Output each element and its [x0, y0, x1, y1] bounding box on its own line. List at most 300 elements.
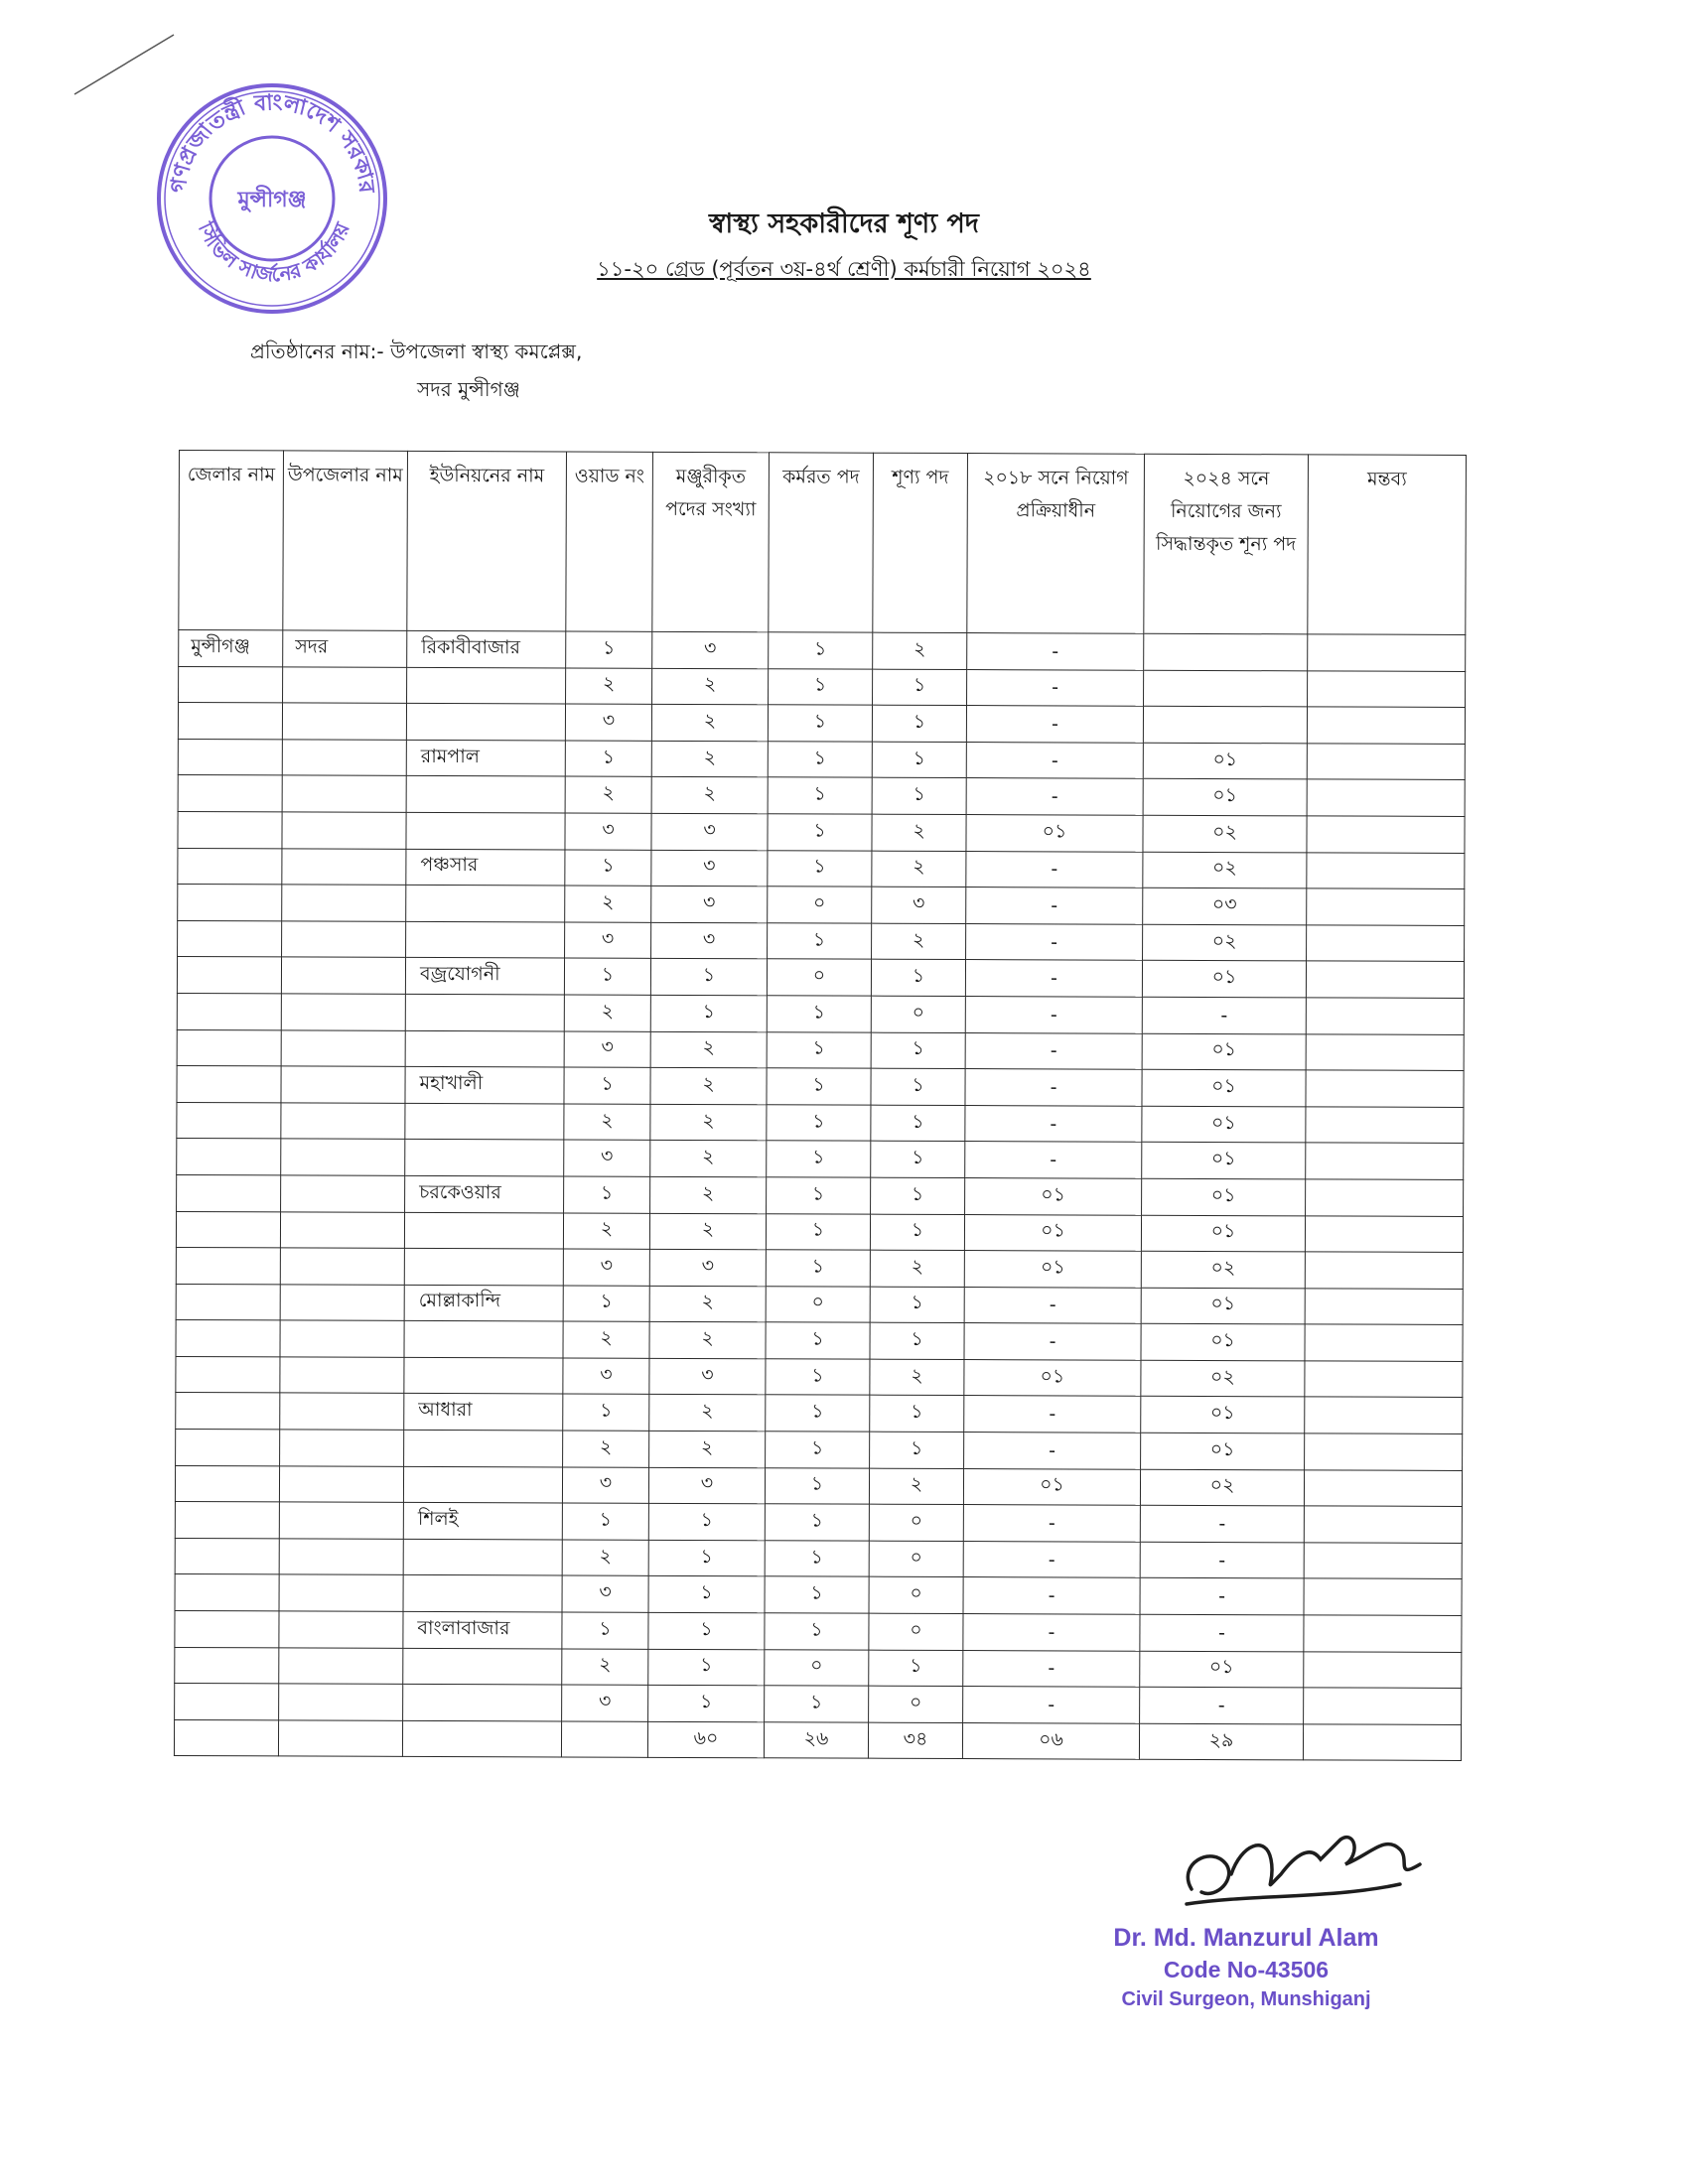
table-cell: [175, 1574, 279, 1611]
table-cell: [176, 1211, 280, 1248]
table-cell: [174, 1719, 278, 1756]
table-row: [177, 993, 1464, 1034]
table-cell: -: [963, 1577, 1140, 1614]
table-cell: ০১: [1143, 779, 1307, 816]
table-cell: ১: [765, 1576, 869, 1613]
table-cell: [1304, 1506, 1462, 1543]
table-cell: ০: [869, 1504, 963, 1541]
table-cell: ১: [871, 1141, 965, 1177]
table-cell: [1306, 1143, 1464, 1179]
table-cell: -: [964, 1396, 1141, 1433]
table-cell: ২: [566, 668, 652, 705]
table-cell: [176, 1430, 280, 1466]
table-cell: -: [964, 1287, 1141, 1323]
table-cell: ১: [871, 1068, 965, 1105]
table-cell: [1305, 1289, 1463, 1325]
column-header: জেলার নাম: [179, 451, 284, 630]
table-cell: ১: [870, 1396, 964, 1433]
table-cell: -: [1140, 1687, 1304, 1723]
table-cell: ৩: [649, 1249, 766, 1286]
table-cell: ১: [562, 1503, 648, 1540]
table-cell: ১: [765, 1613, 869, 1650]
table-cell: ১: [768, 705, 872, 742]
table-cell: ১: [563, 1286, 649, 1322]
table-cell: [406, 886, 565, 922]
table-cell: [1305, 1397, 1463, 1433]
table-row: [175, 1647, 1462, 1689]
table-cell: [281, 957, 405, 994]
table-cell: ৩: [565, 813, 651, 850]
table-cell: ২: [649, 1431, 766, 1467]
table-cell: ১: [648, 1649, 765, 1686]
table-cell: ১: [869, 1650, 963, 1687]
table-cell: ০১: [965, 1177, 1142, 1214]
table-cell: ৩: [564, 1140, 650, 1176]
table-cell: ২: [564, 995, 650, 1031]
table-cell: -: [963, 1541, 1140, 1577]
table-cell: মোল্লাকান্দি: [404, 1285, 563, 1321]
table-cell: [406, 812, 565, 849]
table-cell: [175, 1465, 279, 1502]
table-cell: ১: [768, 814, 872, 851]
table-cell: ২: [563, 1431, 649, 1467]
table-cell: আধারা: [404, 1394, 563, 1431]
table-cell: -: [967, 633, 1144, 670]
table-cell: ০২: [1143, 852, 1307, 888]
table-row: [176, 1393, 1463, 1434]
table-cell: ০১: [1141, 1324, 1305, 1361]
table-cell: ০: [869, 1577, 963, 1614]
table-cell: ১: [648, 1504, 765, 1541]
table-cell: [177, 957, 281, 994]
institution-block: [250, 333, 582, 408]
table-cell: ৩: [563, 1358, 649, 1395]
table-cell: ৩: [564, 1031, 650, 1068]
table-cell: ২: [650, 1031, 767, 1068]
table-cell: [282, 921, 406, 958]
table-cell: [402, 1720, 561, 1757]
table-cell: ০১: [1143, 743, 1307, 779]
table-cell: বাংলাবাজার: [403, 1611, 562, 1648]
table-cell: [1304, 1470, 1462, 1507]
table-cell: [406, 776, 565, 813]
table-cell: ৩: [648, 1467, 765, 1504]
table-cell: ০২: [1143, 924, 1307, 961]
table-cell: ০: [767, 959, 871, 996]
table-cell: [175, 1611, 279, 1648]
table-cell: ৩: [565, 922, 651, 959]
column-header: মঞ্জুরীকৃত পদের সংখ্যা: [652, 452, 770, 631]
table-cell: [177, 1066, 281, 1103]
table-cell: ১: [564, 1067, 650, 1104]
table-cell: [175, 1684, 279, 1720]
table-cell: ২: [565, 776, 651, 813]
table-cell: ২: [870, 1359, 964, 1396]
column-header: ২০১৮ সনে নিয়োগ প্রক্রিয়াধীন: [967, 454, 1145, 634]
table-cell: ২: [563, 1212, 649, 1249]
table-cell: ১: [564, 958, 650, 995]
table-cell: ১: [564, 1176, 650, 1213]
column-header: শূণ্য পদ: [873, 453, 968, 632]
table-cell: মুন্সীগঞ্জ: [179, 630, 283, 667]
table-cell: ৩: [565, 704, 651, 741]
table-cell: ১: [767, 1031, 871, 1068]
table-cell: [282, 812, 406, 849]
table-cell: [283, 666, 407, 703]
table-cell: ০১: [1142, 1069, 1306, 1106]
table-cell: ০: [869, 1541, 963, 1577]
table-cell: [1143, 706, 1307, 743]
table-cell: ০: [871, 996, 965, 1032]
table-cell: ১: [765, 1504, 869, 1541]
table-cell: ০১: [964, 1251, 1141, 1288]
table-row: [178, 739, 1465, 780]
table-cell: [281, 1029, 405, 1066]
table-cell: ১: [566, 631, 652, 668]
table-row: [178, 885, 1465, 926]
table-cell: [403, 1539, 562, 1575]
table-cell: ১: [872, 778, 966, 815]
table-cell: ২: [873, 632, 967, 669]
table-cell: ২: [649, 1213, 766, 1250]
table-cell: ১: [565, 850, 651, 887]
table-cell: [1308, 670, 1466, 707]
table-cell: ৩: [652, 631, 769, 668]
vacancy-table: [174, 450, 1467, 1761]
table-cell: [406, 921, 565, 958]
table-cell: ০১: [1141, 1397, 1305, 1433]
table-row: [175, 1502, 1462, 1544]
table-cell: ২: [564, 1104, 650, 1141]
table-cell: ০১: [1142, 961, 1306, 998]
institution-label: প্রতিষ্ঠানের নাম:- উপজেলা স্বাস্থ্য কমপ্লেক্স,: [250, 340, 583, 363]
table-cell: [280, 1393, 404, 1430]
table-cell: [282, 775, 406, 812]
table-cell: ১: [870, 1432, 964, 1468]
table-header-row: [179, 451, 1467, 635]
table-cell: [278, 1720, 402, 1757]
table-cell: ১: [565, 741, 651, 777]
table-cell: ২: [651, 777, 768, 814]
table-cell: ০১: [964, 1359, 1141, 1396]
table-cell: ১: [650, 959, 767, 996]
table-cell: ১: [870, 1287, 964, 1323]
table-cell: ১: [767, 1177, 871, 1214]
table-cell: [407, 667, 566, 704]
table-cell: -: [964, 1433, 1141, 1469]
table-cell: বজ্রযোগনী: [405, 958, 564, 995]
table-cell: -: [965, 996, 1142, 1032]
column-header: ইউনিয়নের নাম: [407, 451, 567, 631]
table-cell: [176, 1393, 280, 1430]
table-cell: [175, 1647, 279, 1684]
table-cell: রামপাল: [406, 740, 565, 776]
table-cell: [404, 1357, 563, 1394]
table-cell: [1305, 1215, 1463, 1252]
table-cell: [279, 1684, 403, 1720]
table-cell: রিকাবীবাজার: [407, 630, 566, 667]
table-cell: ২৯: [1139, 1723, 1303, 1760]
table-cell: ২৬: [764, 1722, 868, 1759]
table-cell: পঞ্চসার: [406, 849, 565, 886]
table-row: [176, 1430, 1463, 1471]
table-cell: ০১: [1140, 1651, 1304, 1688]
table-cell: [404, 1248, 563, 1285]
table-cell: [1308, 634, 1466, 671]
table-cell: -: [963, 1505, 1140, 1542]
table-cell: [280, 1320, 404, 1357]
table-cell: ২: [650, 1104, 767, 1141]
table-cell: ২: [563, 1321, 649, 1358]
table-cell: ৩: [872, 887, 966, 923]
column-header: মন্তব্য: [1308, 455, 1467, 635]
table-cell: ০১: [1142, 1143, 1306, 1179]
table-cell: ২: [565, 886, 651, 922]
table-cell: [176, 1284, 280, 1320]
table-cell: [1306, 1179, 1464, 1216]
table-cell: ০: [768, 887, 872, 923]
table-cell: ১: [648, 1612, 765, 1649]
table-cell: -: [966, 778, 1143, 815]
table-cell: [1303, 1724, 1461, 1761]
table-cell: [281, 1175, 405, 1212]
table-row: [176, 1356, 1463, 1398]
table-cell: [404, 1212, 563, 1249]
table-cell: [1144, 670, 1308, 707]
table-cell: -: [965, 1142, 1142, 1178]
table-cell: [403, 1575, 562, 1612]
table-cell: -: [966, 887, 1143, 924]
table-cell: -: [1142, 997, 1306, 1033]
table-cell: ২: [649, 1395, 766, 1432]
table-cell: [178, 920, 282, 957]
table-cell: [178, 848, 282, 885]
page-subtitle: ১১-২০ গ্রেড (পূর্বতন ৩য়-৪র্থ শ্রেণী) কর্মচারী নিয়োগ ২০২৪: [597, 257, 1091, 281]
table-cell: [1306, 1107, 1464, 1144]
table-cell: ১: [769, 632, 873, 669]
table-cell: -: [966, 742, 1143, 778]
table-cell: -: [1140, 1542, 1304, 1578]
table-cell: ১: [766, 1432, 870, 1468]
table-cell: [281, 1066, 405, 1103]
table-cell: [1304, 1688, 1462, 1724]
table-cell: ১: [650, 995, 767, 1031]
table-cell: ২: [872, 851, 966, 887]
table-cell: [178, 811, 282, 848]
table-cell: [280, 1430, 404, 1466]
table-cell: ১: [767, 996, 871, 1032]
table-cell: ৩: [649, 1358, 766, 1395]
table-cell: -: [1140, 1505, 1304, 1542]
table-cell: ২: [872, 923, 966, 960]
table-cell: ১: [766, 1250, 870, 1287]
table-cell: [282, 885, 406, 921]
institution-location: সদর মুন্সীগঞ্জ: [417, 377, 520, 401]
table-cell: -: [965, 1032, 1142, 1069]
table-cell: ২: [649, 1286, 766, 1322]
table-cell: -: [967, 669, 1144, 706]
table-row: [176, 1320, 1463, 1362]
stamp-bottom-text: সিভিল সার্জনের কার্যালয়: [193, 218, 354, 287]
table-cell: ১: [765, 1467, 869, 1504]
table-cell: ০১: [1142, 1178, 1306, 1215]
table-cell: -: [963, 1614, 1140, 1651]
table-cell: ১: [765, 1541, 869, 1577]
table-cell: ২: [650, 1176, 767, 1213]
table-cell: মহাখালী: [405, 1067, 564, 1104]
table-cell: [280, 1285, 404, 1321]
table-cell: [1306, 1033, 1464, 1070]
table-cell: ৩: [563, 1249, 649, 1286]
table-cell: [1307, 707, 1465, 744]
table-cell: [279, 1502, 403, 1539]
table-cell: ৬০: [647, 1721, 764, 1758]
table-cell: [405, 994, 564, 1030]
table-cell: ০: [869, 1686, 963, 1722]
table-cell: [1304, 1578, 1462, 1615]
table-cell: [279, 1539, 403, 1575]
table-cell: ১: [766, 1395, 870, 1432]
table-cell: [176, 1356, 280, 1393]
table-cell: ১: [870, 1322, 964, 1359]
table-row: [179, 630, 1466, 672]
table-cell: ০১: [1142, 1033, 1306, 1070]
table-cell: [178, 739, 282, 775]
stamp-ring-text: গণপ্রজাতন্ত্রী বাংলাদেশ সরকার: [166, 90, 379, 195]
table-cell: ১: [768, 923, 872, 960]
table-cell: [178, 775, 282, 812]
table-cell: [406, 704, 565, 741]
table-cell: ১: [871, 1032, 965, 1069]
table-cell: [176, 1320, 280, 1357]
table-cell: ২: [649, 1322, 766, 1359]
table-cell: ১: [871, 1177, 965, 1214]
table-cell: [282, 740, 406, 776]
column-header: কর্মরত পদ: [769, 453, 874, 632]
table-cell: ১: [769, 668, 873, 705]
table-cell: [178, 885, 282, 921]
table-cell: -: [966, 851, 1143, 887]
table-cell: [281, 994, 405, 1030]
table-cell: ০: [765, 1649, 869, 1686]
table-row: [178, 848, 1465, 889]
table-cell: [282, 703, 406, 740]
table-row: [178, 703, 1465, 745]
table-cell: ০১: [1142, 1106, 1306, 1143]
table-cell: ১: [562, 1612, 648, 1649]
column-header: ২০২৪ সনে নিয়োগের জন্য সিদ্ধান্তকৃত শূন্য পদ: [1144, 454, 1309, 634]
table-cell: [1306, 961, 1464, 998]
table-cell: ১: [563, 1394, 649, 1431]
table-cell: ১: [767, 1068, 871, 1105]
table-cell: [1144, 633, 1308, 670]
table-cell: [1304, 1615, 1462, 1652]
table-cell: ১: [768, 742, 872, 778]
table-cell: -: [965, 960, 1142, 997]
table-cell: ০৬: [962, 1722, 1139, 1759]
table-cell: -: [966, 706, 1143, 743]
table-cell: ২: [562, 1649, 648, 1686]
table-cell: শিলই: [403, 1503, 562, 1540]
table-cell: ২: [651, 705, 768, 742]
table-cell: -: [966, 923, 1143, 960]
table-cell: ১: [870, 1214, 964, 1251]
table-cell: [280, 1211, 404, 1248]
table-cell: [177, 1102, 281, 1139]
table-cell: [403, 1466, 562, 1503]
table-cell: ০৩: [1143, 887, 1307, 924]
table-cell: ১: [767, 1141, 871, 1177]
table-cell: ৩: [562, 1467, 648, 1504]
table-cell: ৩: [562, 1575, 648, 1612]
table-cell: [279, 1648, 403, 1685]
table-row: [176, 1248, 1463, 1290]
table-cell: [1306, 998, 1464, 1034]
table-cell: ০: [869, 1613, 963, 1650]
table-cell: [1307, 744, 1465, 780]
table-cell: ১: [767, 1104, 871, 1141]
table-cell: ০১: [1141, 1215, 1305, 1252]
table-cell: ১: [768, 777, 872, 814]
table-cell: [178, 703, 282, 740]
table-cell: ২: [650, 1067, 767, 1104]
signatory-code: Code No-43506: [1163, 1957, 1330, 1982]
table-cell: [404, 1321, 563, 1358]
table-cell: [1304, 1651, 1462, 1688]
table-row: [177, 1102, 1464, 1144]
table-cell: ১: [873, 669, 967, 706]
table-row: [177, 1139, 1464, 1180]
table-row: [177, 1066, 1464, 1108]
table-cell: [176, 1248, 280, 1285]
table-cell: -: [965, 1069, 1142, 1106]
table-cell: [403, 1685, 562, 1721]
table-cell: ১: [765, 1686, 869, 1722]
signatory-designation: Civil Surgeon, Munshiganj: [1121, 1988, 1371, 2010]
table-cell: ০২: [1143, 815, 1307, 852]
table-cell: [179, 666, 283, 703]
table-cell: ১: [872, 742, 966, 778]
table-cell: [404, 1430, 563, 1466]
table-cell: ০১: [1141, 1288, 1305, 1324]
table-cell: -: [963, 1650, 1140, 1687]
table-cell: [280, 1248, 404, 1285]
table-cell: [279, 1574, 403, 1611]
table-cell: ০১: [966, 815, 1143, 852]
table-row: [175, 1465, 1462, 1507]
table-cell: ০২: [1141, 1251, 1305, 1288]
table-cell: [561, 1721, 647, 1758]
table-cell: ২: [650, 1141, 767, 1177]
table-cell: [177, 1139, 281, 1175]
column-header: ওয়াড নং: [566, 452, 653, 631]
table-cell: [1307, 925, 1465, 962]
table-cell: ৩: [651, 922, 768, 959]
table-cell: চরকেওয়ার: [405, 1175, 564, 1212]
table-cell: [1307, 852, 1465, 888]
svg-text:গণপ্রজাতন্ত্রী বাংলাদেশ সরকার: [166, 90, 378, 195]
table-cell: -: [963, 1687, 1140, 1723]
table-cell: ২: [870, 1250, 964, 1287]
table-cell: [405, 1140, 564, 1176]
table-cell: ১: [768, 850, 872, 887]
table-cell: [1305, 1324, 1463, 1361]
table-cell: ৩: [651, 886, 768, 922]
table-cell: ২: [651, 741, 768, 777]
table-row: [175, 1538, 1462, 1579]
table-cell: [280, 1357, 404, 1394]
table-row: [175, 1684, 1462, 1725]
